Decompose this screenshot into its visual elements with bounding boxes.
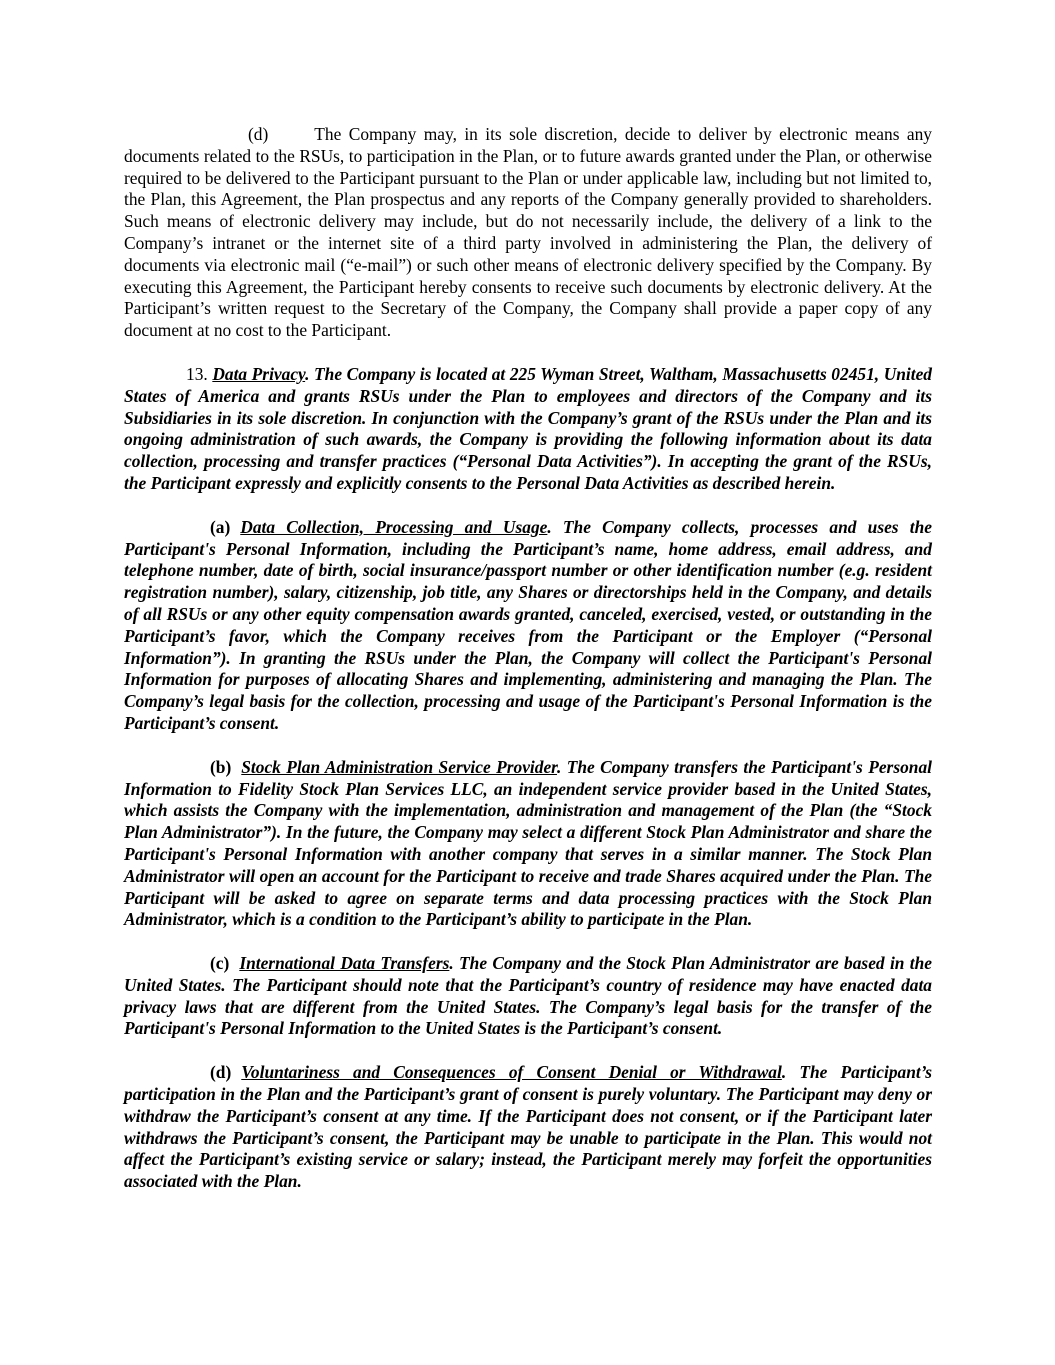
- subsection-d: [124, 1062, 932, 1193]
- section-number: 13.: [186, 363, 208, 384]
- subsection-a: [124, 517, 932, 735]
- subsection-text: . The Participant’s participation in the Plan and the Participant’s grant of consent is purely voluntary. The Participant may deny or withdraw the Participant’s consent at any time. If the Participant does not consent, or if the Participant later withdraws the Participant’s consent, the Participant may be unable to participate in the Plan. This would not affect the Participant’s existing service or salary; instead, the Participant merely may forfeit the opportunities associated with the Plan.: [124, 1062, 932, 1192]
- subsection-heading: Stock Plan Administration Service Provider: [241, 756, 557, 777]
- subsection-text: . The Company collects, processes and uses the Participant's Personal Information, including the Participant’s name, home address, email address, and telephone number, date of birth, social insurance/passport number or other identification number (e.g. resident registration number), salary, citizenship, job title, any Shares or directorships held in the Company, and details of all RSUs or any other equity compensation awards granted, canceled, exercised, vested, or outstanding in the Participant’s favor, which the Company receives from the Participant or the Employer (“Personal Information”). In granting the RSUs under the Plan, the Company will collect the Participant's Personal Information for purposes of allocating Shares and implementing, administering and managing the Plan. The Company’s legal basis for the collection, processing and usage of the Participant's Personal Information is the Participant’s consent.: [124, 516, 932, 733]
- paragraph-label: (d): [248, 124, 269, 144]
- subsection-label: (c): [210, 953, 230, 974]
- subsection-label: (a): [210, 516, 231, 537]
- subsection-text: . The Company and the Stock Plan Administrator are based in the United States. The Participant should note that the Participant’s country of residence may have enacted data privacy laws that are different from the United States. The Company’s legal basis for the transfer of the Participant's Personal Information to the United States is the Participant’s consent.: [124, 953, 932, 1039]
- subsection-c: [124, 953, 932, 1040]
- section-13-data-privacy: [124, 364, 932, 495]
- subsection-label: (b): [210, 756, 232, 777]
- subsection-label: (d): [210, 1062, 232, 1083]
- subsection-heading: Data Collection, Processing and Usage: [240, 516, 548, 537]
- section-heading: Data Privacy: [212, 363, 306, 384]
- document-page: [124, 124, 932, 1215]
- subsection-text: . The Company transfers the Participant's Personal Information to Fidelity Stock Plan Services LLC, an independent service provider based in the United States, which assists the Company with the implementation, administration and management of the Plan (the “Stock Plan Administrator”). In the future, the Company may select a different Stock Plan Administrator and share the Participant's Personal Information with another company that serves in a similar manner. The Stock Plan Administrator will open an account for the Participant to receive and trade Shares acquired under the Plan. The Participant will be asked to agree on separate terms and data processing practices with the Stock Plan Administrator, which is a condition to the Participant’s ability to participate in the Plan.: [124, 756, 932, 930]
- subsection-heading: Voluntariness and Consequences of Consent Denial or Withdrawal: [241, 1062, 782, 1083]
- paragraph-text: The Company may, in its sole discretion, decide to deliver by electronic means any documents related to the RSUs, to participation in the Plan, or to future awards granted under the Plan, or otherwise required to be delivered to the Participant pursuant to the Plan or under applicable law, including but not limited to, the Plan, this Agreement, the Plan prospectus and any reports of the Company generally provided to shareholders. Such means of electronic delivery may include, but do not necessarily include, the delivery of a link to the Company’s intranet or the internet site of a third party involved in administering the Plan, the delivery of documents via electronic mail (“e-mail”) or such other means of electronic delivery specified by the Company. By executing this Agreement, the Participant hereby consents to receive such documents by electronic delivery. At the Participant’s written request to the Secretary of the Company, the Company shall provide a paper copy of any document at no cost to the Participant.: [124, 124, 932, 341]
- section-text: . The Company is located at 225 Wyman Street, Waltham, Massachusetts 02451, United States of America and grants RSUs under the Plan to employees and directors of the Company and its Subsidiaries in its sole discretion. In conjunction with the Company’s grant of the RSUs under the Plan and its ongoing administration of such awards, the Company is providing the following information about its data collection, processing and transfer practices (“Personal Data Activities”). In accepting the grant of the RSUs, the Participant expressly and explicitly consents to the Personal Data Activities as described herein.: [124, 363, 933, 493]
- subsection-heading: International Data Transfers: [239, 953, 450, 974]
- subsection-b: [124, 757, 932, 931]
- paragraph-12d: [124, 124, 932, 342]
